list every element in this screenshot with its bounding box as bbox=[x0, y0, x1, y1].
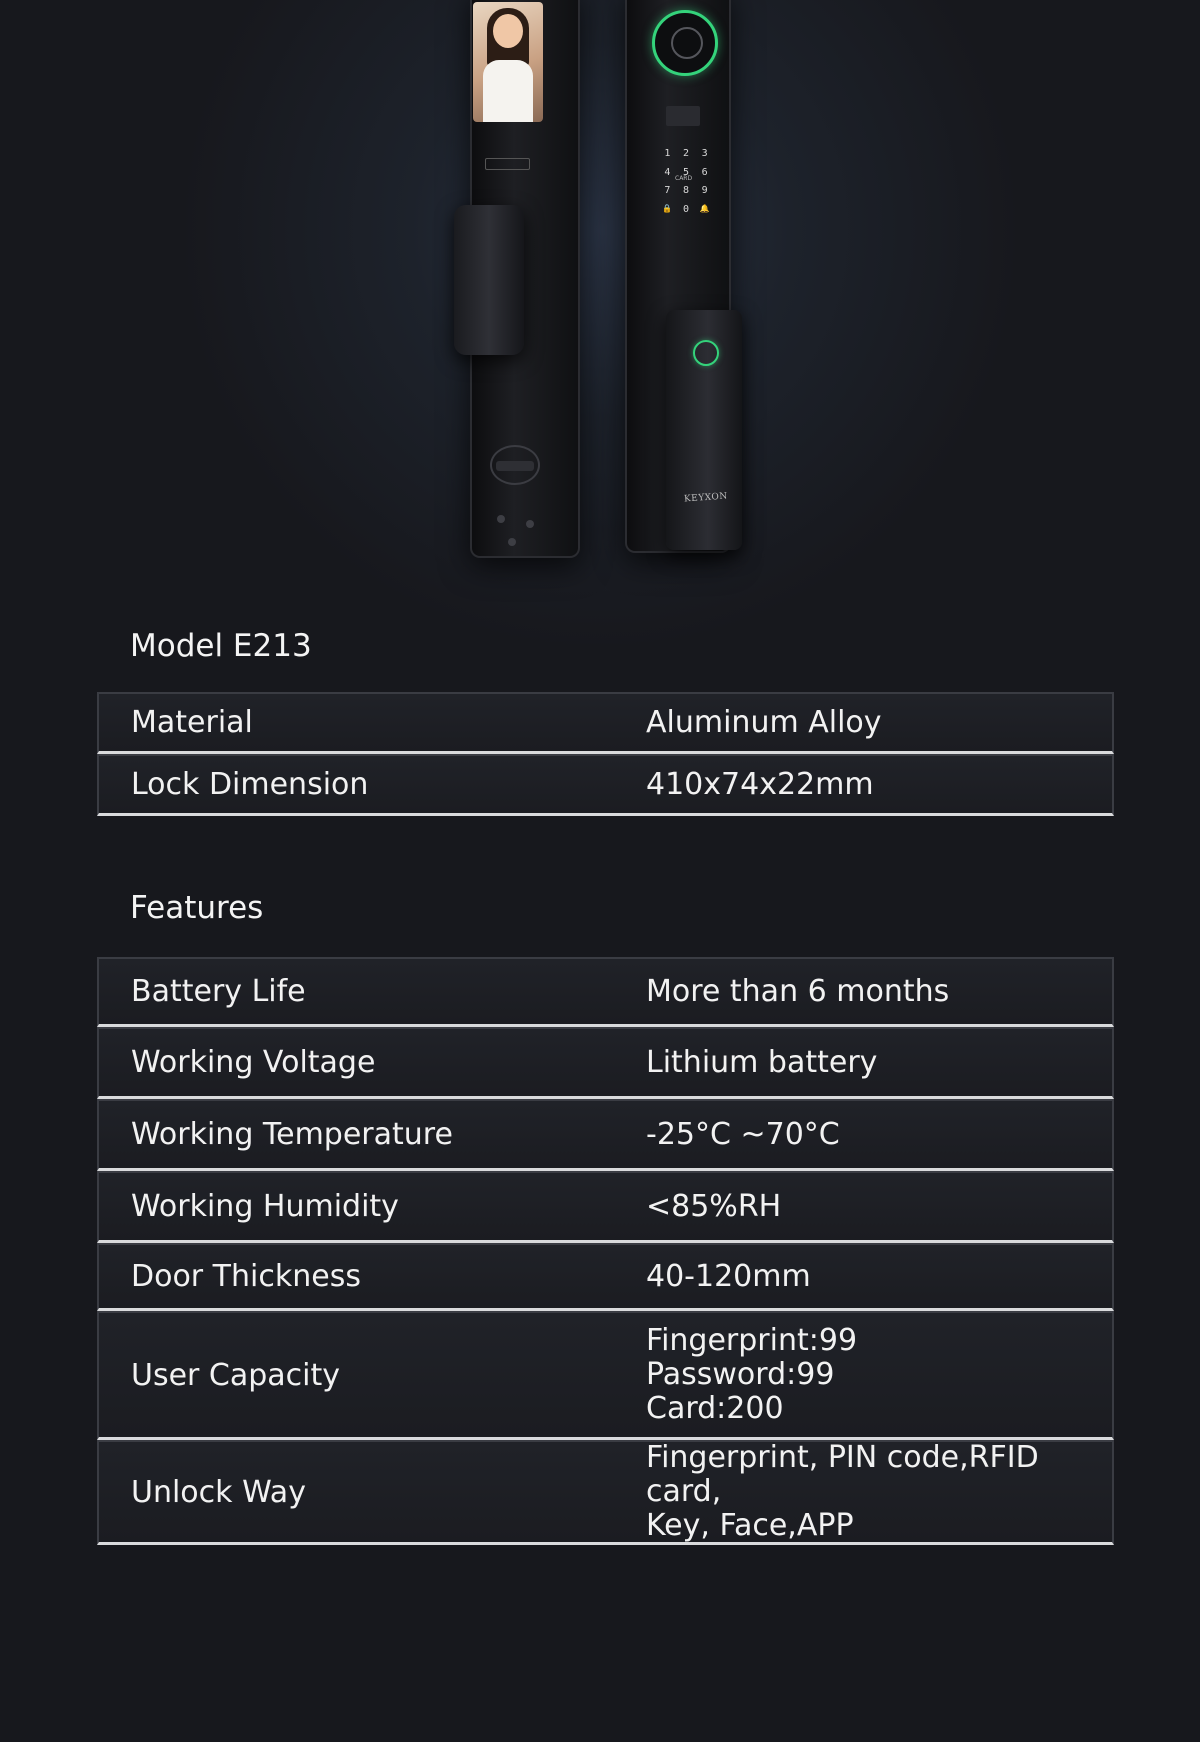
screen-person-shirt bbox=[483, 60, 533, 122]
keypad-key: 7 bbox=[664, 185, 671, 196]
spec-row-door-thickness bbox=[97, 1243, 1114, 1311]
keypad-lock-key: 🔒 bbox=[662, 203, 673, 213]
lock-nameplate bbox=[485, 158, 530, 170]
spec-value: Lithium battery bbox=[646, 1044, 878, 1080]
screen-person-face bbox=[493, 14, 523, 48]
spec-label: Lock Dimension bbox=[131, 767, 369, 802]
keypad-key: 9 bbox=[701, 185, 708, 196]
sensor-dot-icon bbox=[497, 515, 505, 523]
brand-logo: KEYXON bbox=[683, 491, 729, 505]
keypad-key: 1 bbox=[664, 148, 671, 159]
proximity-sensor bbox=[666, 106, 700, 126]
spec-row-material bbox=[97, 692, 1114, 754]
smart-lock-product-image bbox=[0, 0, 1200, 580]
spec-label: Unlock Way bbox=[131, 1474, 306, 1510]
spec-value: <85%RH bbox=[646, 1188, 782, 1224]
keypad-bell-key: 🔔 bbox=[699, 203, 710, 213]
spec-label: User Capacity bbox=[131, 1357, 341, 1393]
outer-handle bbox=[454, 205, 524, 355]
spec-row-user-capacity bbox=[97, 1311, 1114, 1440]
keyhole-icon bbox=[490, 445, 540, 485]
video-screen bbox=[473, 2, 543, 122]
keypad bbox=[658, 148, 714, 218]
keypad-key: 6 bbox=[701, 166, 708, 178]
spec-row-working-humidity bbox=[97, 1171, 1114, 1243]
spec-row-lock-dimension bbox=[97, 754, 1114, 816]
spec-row-unlock-way bbox=[97, 1440, 1114, 1545]
spec-value: Fingerprint:99 Password:99 Card:200 bbox=[646, 1323, 858, 1426]
keypad-key: 8 bbox=[682, 185, 689, 196]
model-spec-table bbox=[97, 692, 1114, 816]
keypad-key: 3 bbox=[701, 148, 708, 159]
spec-label: Material bbox=[131, 705, 253, 740]
spec-value: -25°C ~70°C bbox=[646, 1116, 840, 1152]
spec-label: Working Temperature bbox=[131, 1117, 453, 1152]
features-title: Features bbox=[130, 890, 264, 926]
model-title: Model E213 bbox=[130, 628, 312, 664]
spec-value: Aluminum Alloy bbox=[646, 704, 882, 740]
features-spec-table bbox=[97, 957, 1114, 1545]
sensor-dot-icon bbox=[526, 520, 534, 528]
keypad-key: 2 bbox=[682, 148, 689, 159]
spec-value: More than 6 months bbox=[646, 973, 950, 1009]
keypad-card-label: CARD bbox=[675, 175, 693, 182]
spec-label: Battery Life bbox=[131, 974, 306, 1009]
spec-value: 410x74x22mm bbox=[646, 766, 874, 802]
spec-label: Door Thickness bbox=[131, 1259, 361, 1294]
spec-value: 40-120mm bbox=[646, 1258, 811, 1294]
keypad-key: 5 bbox=[682, 166, 689, 178]
sensor-dot-icon bbox=[508, 538, 516, 546]
spec-row-working-voltage bbox=[97, 1027, 1114, 1099]
spec-label: Working Voltage bbox=[131, 1045, 376, 1080]
spec-value: Fingerprint, PIN code,RFID card, Key, Face,APP bbox=[646, 1440, 1039, 1543]
fingerprint-sensor-icon bbox=[693, 340, 719, 366]
spec-row-working-temperature bbox=[97, 1099, 1114, 1171]
spec-row-battery-life bbox=[97, 957, 1114, 1027]
keypad-key: 4 bbox=[664, 166, 671, 178]
face-camera-icon bbox=[652, 10, 718, 76]
spec-label: Working Humidity bbox=[131, 1189, 399, 1224]
keypad-key: 0 bbox=[682, 203, 689, 215]
